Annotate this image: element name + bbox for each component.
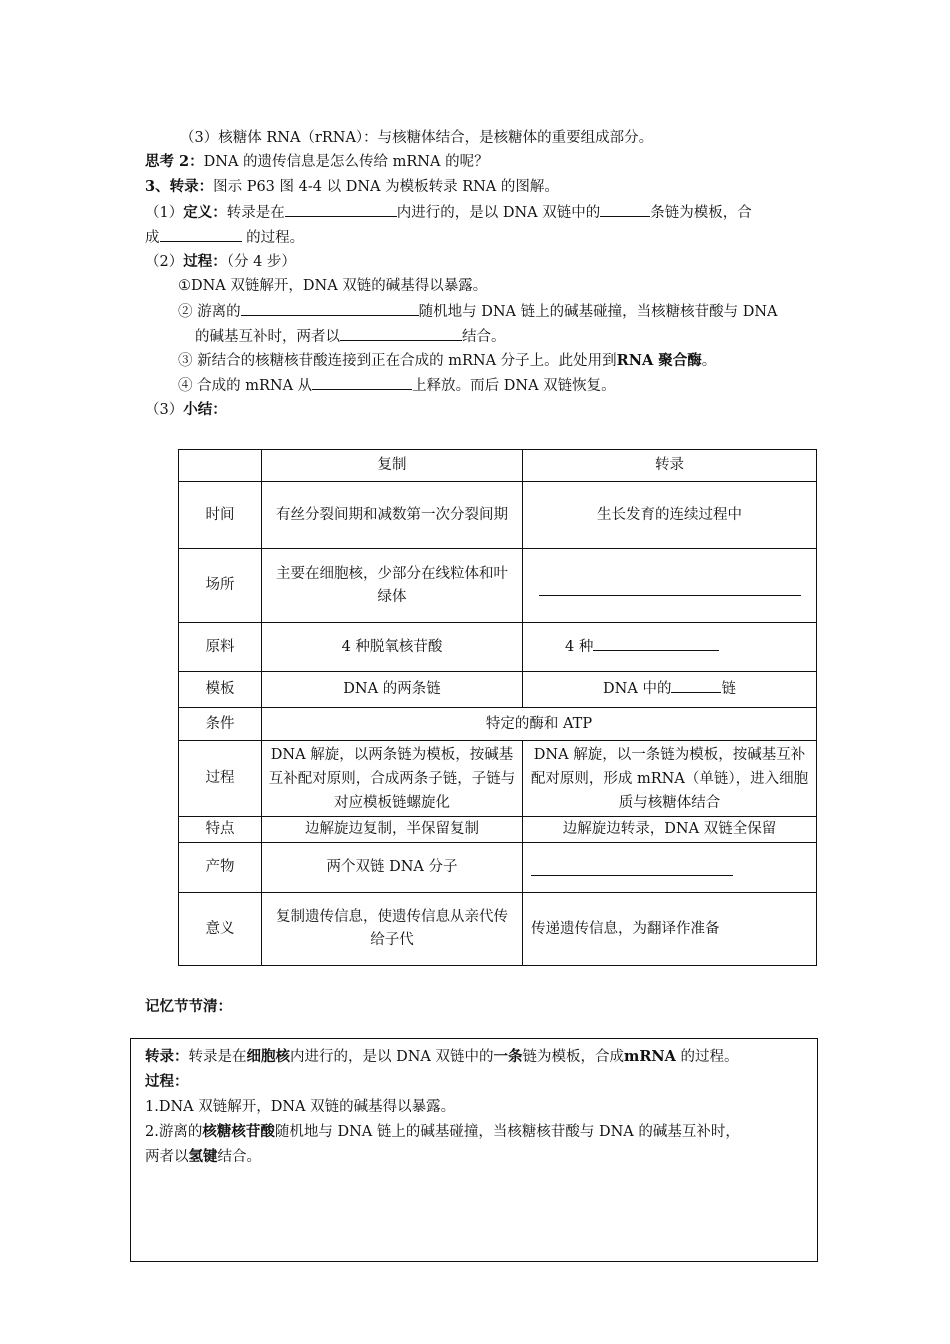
step2-text-a: ② 游离的 [178, 304, 241, 320]
cell-transcription [523, 843, 817, 893]
memory-p2-d: 两者以 [145, 1149, 189, 1165]
table-header-cell [179, 450, 262, 482]
memory-def-label: 转录： [145, 1048, 189, 1065]
process-step-2-cont [195, 326, 506, 347]
step4-text-b: 上释放。而后 DNA 双链恢复。 [412, 378, 616, 394]
definition-text-5: 的过程。 [241, 230, 305, 246]
definition-text-3: 条链为模板，合 [650, 205, 752, 221]
rrna-line: （3）核糖体 RNA（rRNA）：与核糖体结合，是核糖体的重要组成部分。 [180, 130, 654, 146]
row-label: 模板 [179, 672, 262, 708]
definition-line-2 [145, 227, 304, 248]
template-text-a: DNA 中的 [603, 681, 672, 697]
memory-p2-hydrogen-bond: 氢键 [188, 1148, 218, 1165]
step2-text-c: 的碱基互补时，两者以 [195, 329, 340, 345]
table-header-row [179, 450, 817, 482]
table-row-time [179, 482, 817, 549]
memory-def-one: 一条 [493, 1048, 523, 1065]
table-header-transcription: 转录 [523, 450, 817, 482]
cell-transcription: 生长发育的连续过程中 [523, 482, 817, 549]
cell-replication: 主要在细胞核，少部分在线粒体和叶绿体 [262, 549, 523, 623]
process-prefix: （2） [145, 254, 184, 270]
memory-process-label: 过程： [145, 1073, 189, 1090]
memory-p2-a: 2.游离的 [145, 1124, 203, 1140]
process-label: 过程： [183, 253, 227, 270]
table-row-condition [179, 708, 817, 741]
step3-enzyme: RNA 聚合酶 [616, 352, 702, 369]
template-text-b: 链 [721, 681, 736, 697]
process-step-2 [178, 301, 778, 322]
table-row-product [179, 843, 817, 893]
step4-text-a: ④ 合成的 mRNA 从 [178, 378, 313, 394]
product-blank[interactable] [531, 861, 733, 876]
summary-label: 小结： [183, 401, 227, 418]
table-row-feature [179, 817, 817, 843]
definition-text-2: 内进行的，是以 DNA 双链中的 [396, 205, 601, 221]
cell-transcription: 边解旋边转录，DNA 双链全保留 [523, 817, 817, 843]
row-label: 产物 [179, 843, 262, 893]
row-label: 原料 [179, 623, 262, 672]
row-label: 过程 [179, 741, 262, 817]
cell-replication: 边解旋边复制，半保留复制 [262, 817, 523, 843]
row-label: 时间 [179, 482, 262, 549]
table-row-material [179, 623, 817, 672]
definition-prefix: （1） [145, 205, 184, 221]
section3-text: 图示 P63 图 4-4 以 DNA 为模板转录 RNA 的图解。 [213, 179, 559, 195]
cell-replication: DNA 解旋，以两条链为模板，按碱基互补配对原则，合成两条子链，子链与对应模板链螺旋化 [262, 741, 523, 817]
think2-line [145, 152, 489, 172]
template-blank[interactable] [671, 678, 721, 693]
memory-step-2 [145, 1122, 740, 1142]
cell-replication: 有丝分裂间期和减数第一次分裂间期 [262, 482, 523, 549]
step3-text-c: 。 [701, 353, 717, 369]
section3-label: 3、转录： [145, 178, 214, 195]
table-row-place [179, 549, 817, 623]
process-step-1: ①DNA 双链解开，DNA 双链的碱基得以暴露。 [178, 278, 488, 294]
step3-text-a: ③ 新结合的核糖核苷酸连接到正在合成的 mRNA 分子上。此处用到 [178, 353, 617, 369]
summary-prefix: （3） [145, 402, 184, 418]
memory-step-2-cont [145, 1147, 261, 1167]
cell-replication: 两个双链 DNA 分子 [262, 843, 523, 893]
cell-transcription: 传递遗传信息，为翻译作准备 [523, 893, 817, 966]
memory-def-c: 内进行的，是以 DNA 双链中的 [290, 1049, 494, 1065]
cell-transcription [523, 549, 817, 623]
row-label: 条件 [179, 708, 262, 741]
table-row-meaning [179, 893, 817, 966]
memory-definition [145, 1047, 739, 1067]
table-row-template [179, 672, 817, 708]
cell-transcription: DNA 解旋，以一条链为模板，按碱基互补配对原则，形成 mRNA（单链），进入细胞质与核糖体结合 [523, 741, 817, 817]
place-blank[interactable] [539, 581, 801, 596]
material-text: 4 种 [565, 638, 594, 655]
definition-label: 定义： [183, 204, 227, 221]
row-label: 意义 [179, 893, 262, 966]
definition-text-1: 转录是在 [226, 205, 285, 221]
cell-replication: 复制遗传信息，使遗传信息从亲代传给子代 [262, 893, 523, 966]
comparison-table [178, 449, 817, 966]
memory-def-a: 转录是在 [188, 1049, 247, 1065]
row-label: 场所 [179, 549, 262, 623]
row-label: 特点 [179, 817, 262, 843]
memory-def-e: 链为模板，合成 [522, 1049, 625, 1065]
memory-def-mrna: mRNA [624, 1048, 676, 1065]
definition-blank-location[interactable] [285, 202, 397, 217]
process-step-3 [178, 351, 716, 371]
summary-heading [145, 400, 227, 420]
cell-transcription [523, 672, 817, 708]
table-row-process [179, 741, 817, 817]
memory-step-1: 1.DNA 双链解开，DNA 双链的碱基得以暴露。 [145, 1099, 456, 1115]
memory-box [130, 1038, 818, 1262]
process-steps-count: （分 4 步） [226, 254, 296, 270]
cell-replication: DNA 的两条链 [262, 672, 523, 708]
process-step-4 [178, 375, 616, 396]
memory-def-g: 的过程。 [675, 1049, 739, 1065]
memory-p2-f: 结合。 [217, 1149, 261, 1165]
memory-p2-c: 随机地与 DNA 链上的碱基碰撞，当核糖核苷酸与 DNA 的碱基互补时， [274, 1124, 740, 1140]
definition-blank-product[interactable] [160, 227, 242, 242]
step2-blank-bond[interactable] [340, 326, 462, 341]
section3-line [145, 177, 559, 197]
step2-text-b: 随机地与 DNA 链上的碱基碰撞，当核糖核苷酸与 DNA [418, 304, 778, 320]
table-header-replication: 复制 [262, 450, 523, 482]
memory-title: 记忆节节清： [145, 998, 232, 1015]
think2-label: 思考 2： [145, 153, 204, 170]
definition-text-4: 成 [145, 230, 160, 246]
step2-blank-substance[interactable] [241, 301, 419, 316]
definition-line-1 [145, 202, 752, 223]
step2-text-d: 结合。 [462, 329, 506, 345]
cell-shared: 特定的酶和 ATP [262, 708, 817, 741]
memory-def-nucleus: 细胞核 [246, 1048, 290, 1065]
cell-replication: 4 种脱氧核苷酸 [262, 623, 523, 672]
cell-transcription [523, 623, 817, 672]
step4-blank-release[interactable] [312, 375, 412, 390]
definition-blank-strand[interactable] [600, 202, 650, 217]
memory-p2-nucleotide: 核糖核苷酸 [202, 1123, 275, 1140]
think2-text: DNA 的遗传信息是怎么传给 mRNA 的呢？ [203, 154, 489, 170]
process-heading [145, 252, 296, 272]
material-blank[interactable] [593, 636, 719, 651]
